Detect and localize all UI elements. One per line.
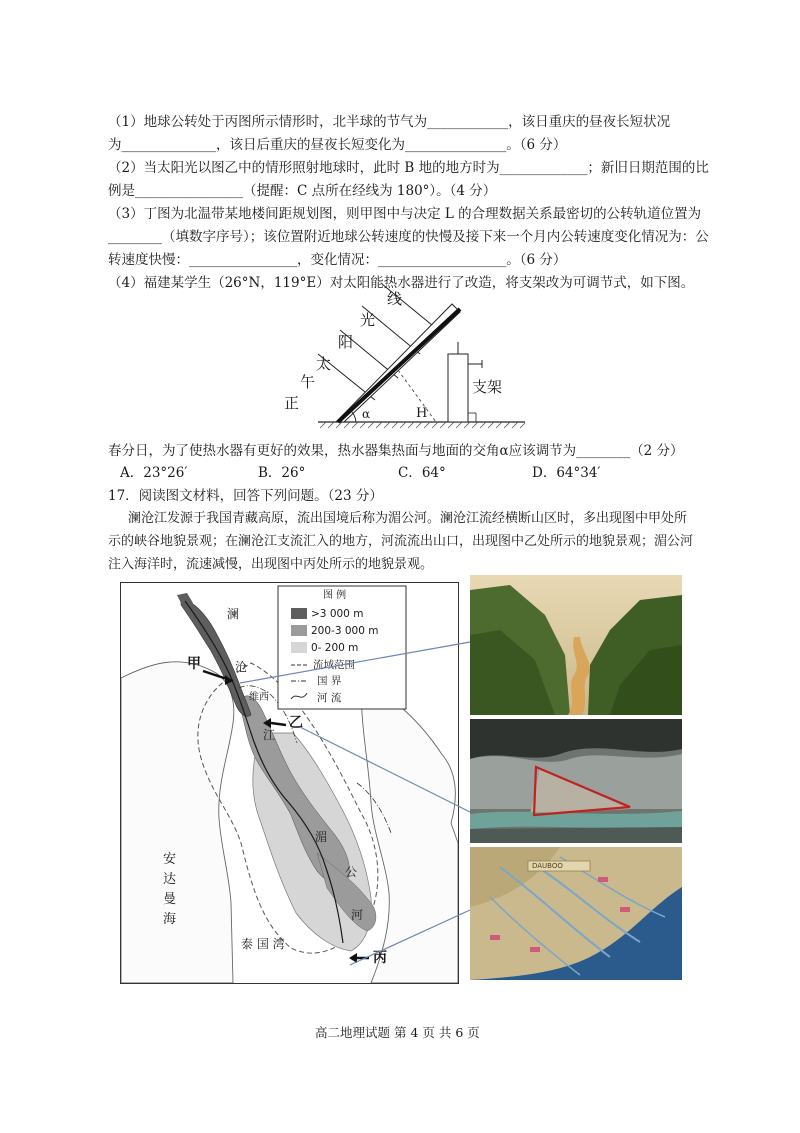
h-label: H [416, 406, 428, 421]
sun-char-3: 太 [316, 355, 332, 373]
q17-para-3: 注入海洋时，流速减慢，出现图中丙处所示的地貌景观。 [108, 557, 434, 572]
river-mei-2: 公 [345, 865, 358, 879]
river-lan-3: 江 [263, 728, 276, 742]
option-a: A．23°26′ [120, 465, 188, 481]
label-yi: 乙 [289, 715, 303, 731]
page-footer: 高二地理试题 第 4 页 共 6 页 [315, 1025, 480, 1040]
legend-low: 0- 200 m [311, 642, 359, 654]
q2-line1: （2）当太阳光以图乙中的情形照射地球时，此时 B 地的地方时为_____________；新旧日期范围的比 [108, 160, 709, 176]
andaman-2: 达 [163, 872, 177, 887]
label-weixi: 维西 [249, 692, 269, 703]
legend-mid: 200-3 000 m [311, 625, 379, 637]
q4-line1: （4）福建某学生（26°N，119°E）对太阳能热水器进行了改造，将支架改为可调节式，如下图。 [108, 275, 695, 291]
option-d: D．64°34′ [532, 465, 601, 481]
sun-char-5: 光 [360, 311, 376, 329]
label-jia: 甲 [187, 656, 201, 672]
legend-title: 图 例 [323, 590, 347, 601]
sun-char-1: 正 [284, 394, 300, 412]
river-mei-3: 河 [351, 908, 364, 922]
alluvial-fan-photo [470, 719, 682, 843]
river-mei-1: 湄 [315, 830, 328, 844]
sun-char-4: 阳 [338, 333, 354, 351]
legend-high: >3 000 m [311, 608, 364, 620]
river-lan-2: 沧 [235, 660, 248, 674]
option-b: B．26° [258, 465, 306, 481]
legend-river: 河 流 [317, 692, 342, 704]
gorge-photo [470, 575, 682, 715]
sun-char-2: 午 [300, 373, 316, 391]
q2-line2: 例是________________（提醒：C 点所在经线为 180°）。（4 分） [108, 183, 497, 199]
q4-question: 春分日，为了使热水器有更好的效果，热水器集热面与地面的交角α应该调节为________（2 分） [108, 443, 684, 459]
legend-basin: 流域范围 [313, 659, 355, 671]
sun-char-6: 线 [387, 290, 403, 308]
q3-line1: （3）丁图为北温带某地楼间距规划图，则甲图中与决定 L 的合理数据关系最密切的公转轨道位置为 [108, 206, 702, 222]
andaman-1: 安 [163, 852, 177, 867]
andaman-4: 海 [163, 912, 177, 927]
stand-label: 支架 [472, 378, 503, 396]
alpha-label: α [362, 407, 371, 421]
q1-line1: （1）地球公转处于丙图所示情形时，北半球的节气为____________，该日重庆的昼夜长短状况 [108, 114, 671, 130]
legend-border: 国 界 [317, 675, 342, 687]
option-c: C．64° [398, 465, 446, 481]
delta-caption: DAUBOO [532, 862, 563, 870]
andaman-3: 曼 [163, 892, 177, 907]
q3-line3: 转速度快慢：________________，变化情况：___________________。（6 分） [108, 252, 567, 268]
q17-para-1: 澜沧江发源于我国青藏高原，流出国境后称为湄公河。澜沧江流经横断山区时，多出现图中甲处所 [128, 511, 688, 526]
q1-line2: 为______________，该日后重庆的昼夜长短变化为_______________。（6 分） [108, 137, 567, 153]
label-gulf: 泰 国 湾 [241, 937, 285, 951]
label-bing: 丙 [373, 950, 387, 966]
q17-para-2: 示的峡谷地貌景观；在澜沧江支流汇入的地方，河流流出山口，出现图中乙处所示的地貌景观；湄公河 [108, 534, 694, 549]
q17-title: 17．阅读图文材料，回答下列问题。（23 分） [108, 488, 383, 504]
river-lan-1: 澜 [227, 607, 240, 621]
delta-photo [470, 847, 682, 980]
q3-line2: ________（填数字序号）；该位置附近地球公转速度的快慢及接下来一个月内公转速度变化情况为：公 [108, 229, 709, 245]
